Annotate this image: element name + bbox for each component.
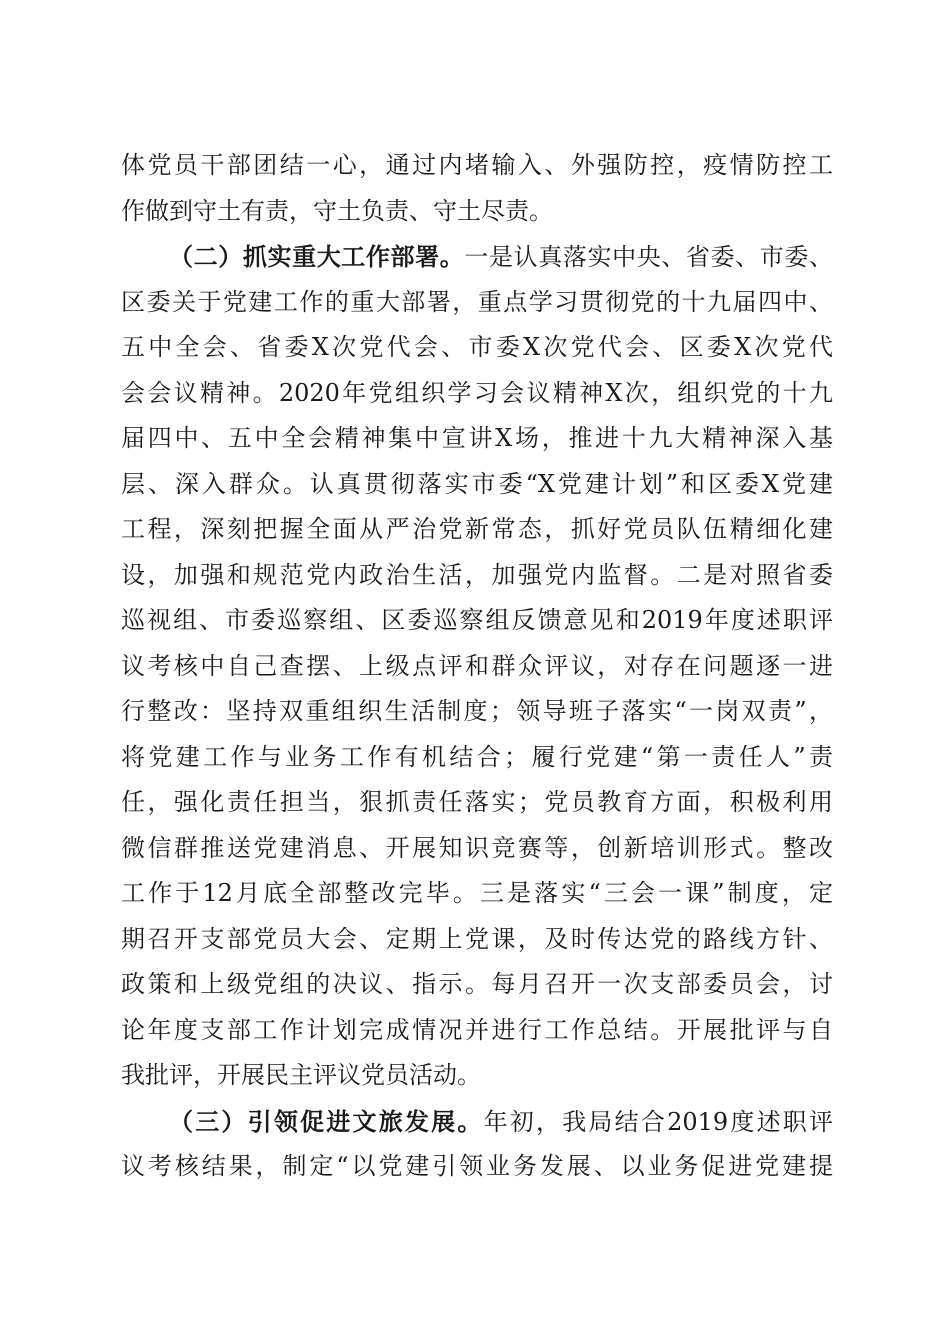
line-text: 我批评，开展民主评议党员活动。 bbox=[121, 1061, 481, 1089]
line-text: 作做到守土有责，守土负责、守土尽责。 bbox=[121, 196, 553, 225]
paragraph-line bbox=[121, 917, 833, 963]
line-text: 巡视组、市委巡察组、区委巡察组反馈意见和2019年度述职评 bbox=[121, 606, 833, 634]
section-heading-two: （二）抓实重大工作部署。 bbox=[169, 242, 465, 271]
line-text: 一是认真落实中央、省委、市委、 bbox=[464, 243, 834, 271]
line-text: 届四中、五中全会精神集中宣讲X场，推进十九大精神深入基 bbox=[121, 424, 833, 452]
line-text: 论年度支部工作计划完成情况并进行工作总结。开展批评与自 bbox=[121, 1015, 833, 1044]
paragraph-line bbox=[121, 416, 833, 462]
line-text: 将党建工作与业务工作有机结合；履行党建“第一责任人”责 bbox=[121, 742, 833, 771]
paragraph-line bbox=[121, 598, 833, 644]
line-text: 层、深入群众。认真贯彻落实市委“X党建计划”和区委X党建 bbox=[121, 469, 833, 498]
line-text: 微信群推送党建消息、开展知识竞赛等，创新培训形式。整改 bbox=[121, 833, 833, 862]
paragraph-line bbox=[121, 553, 833, 599]
line-text: 工作于12月底全部整改完毕。三是落实“三会一课”制度，定 bbox=[121, 879, 833, 907]
line-text: 体党员干部团结一心，通过内堵输入、外强防控，疫情防控工 bbox=[121, 151, 833, 179]
line-text: 议考核中自己查摆、上级点评和群众评议，对存在问题逐一进 bbox=[121, 651, 833, 680]
line-text: 五中全会、省委X次党代会、市委X次党代会、区委X次党代 bbox=[121, 333, 833, 361]
line-text: 工程，深刻把握全面从严治党新常态，抓好党员队伍精细化建 bbox=[121, 515, 833, 543]
paragraph-line bbox=[121, 689, 833, 735]
paragraph-line bbox=[121, 1008, 833, 1054]
paragraph-line bbox=[121, 962, 833, 1008]
section-heading-line bbox=[121, 1099, 833, 1145]
line-text: 年初，我局结合2019度述职评 bbox=[483, 1107, 834, 1136]
line-text: 议考核结果，制定“以党建引领业务发展、以业务促进党建提 bbox=[121, 1152, 833, 1180]
paragraph-line bbox=[121, 780, 833, 826]
paragraph-line bbox=[121, 143, 833, 189]
paragraph-line bbox=[121, 1144, 833, 1190]
line-text: 行整改：坚持双重组织生活制度；领导班子落实“一岗双责”， bbox=[121, 697, 833, 725]
line-text: 区委关于党建工作的重大部署，重点学习贯彻党的十九届四中、 bbox=[121, 287, 833, 316]
line-text: 政策和上级党组的决议、指示。每月召开一次支部委员会，讨 bbox=[121, 970, 833, 998]
line-text: 期召开支部党员大会、定期上党课，及时传达党的路线方针、 bbox=[121, 924, 833, 953]
line-text: 会会议精神。2020年党组织学习会议精神X次，组织党的十九 bbox=[121, 378, 833, 407]
paragraph-line bbox=[121, 325, 833, 371]
document-body bbox=[121, 143, 833, 1190]
paragraph-line bbox=[121, 735, 833, 781]
line-text: 任，强化责任担当，狠抓责任落实；党员教育方面，积极利用 bbox=[121, 788, 833, 816]
paragraph-line bbox=[121, 371, 833, 417]
section-heading-line bbox=[121, 234, 833, 280]
paragraph-line bbox=[121, 462, 833, 508]
paragraph-line bbox=[121, 1053, 833, 1099]
paragraph-line bbox=[121, 189, 833, 235]
line-text: 设，加强和规范党内政治生活，加强党内监督。二是对照省委 bbox=[121, 560, 833, 589]
paragraph-line bbox=[121, 644, 833, 690]
paragraph-line bbox=[121, 871, 833, 917]
paragraph-line bbox=[121, 826, 833, 872]
paragraph-line bbox=[121, 507, 833, 553]
section-heading-three: （三）引领促进文旅发展。 bbox=[169, 1106, 484, 1136]
paragraph-line bbox=[121, 280, 833, 326]
